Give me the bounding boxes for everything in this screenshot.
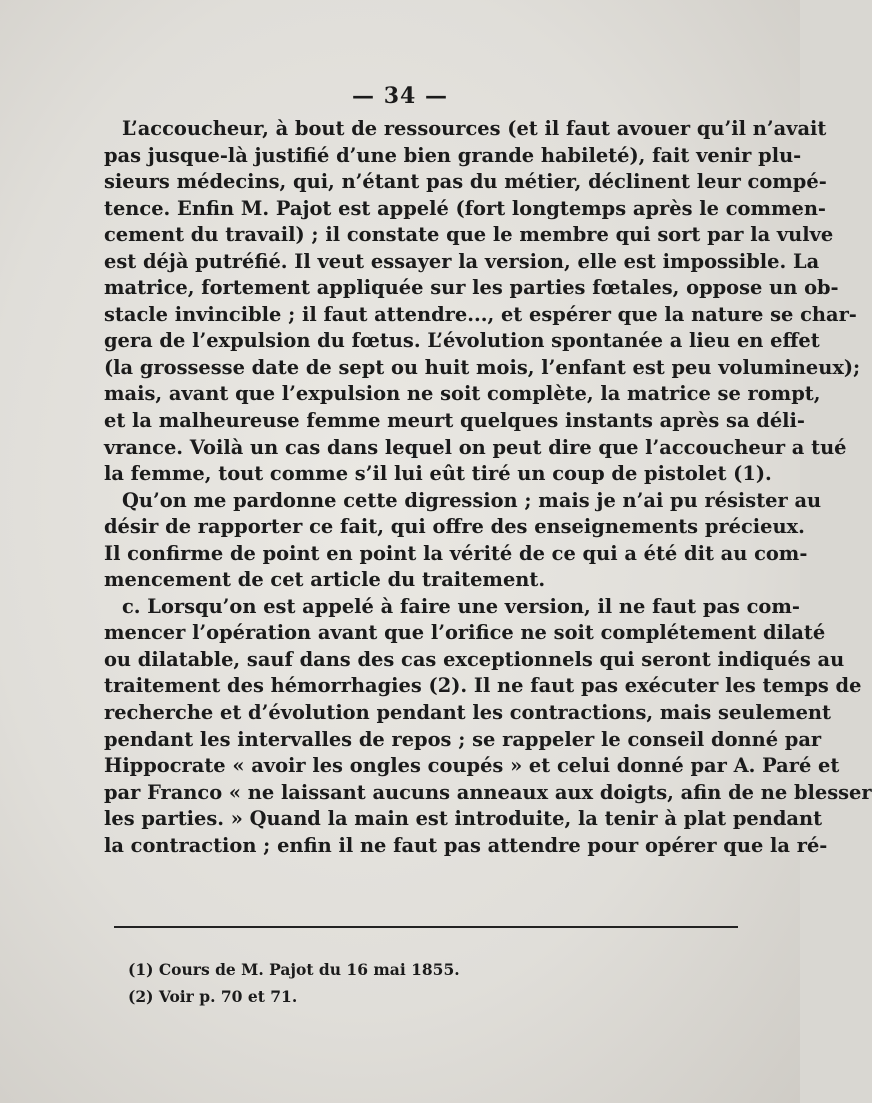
paragraph-1 (104, 116, 861, 488)
text-line: L’accoucheur, à bout de ressources (et il faut avouer qu’il n’avait (122, 117, 827, 140)
text-line: Hippocrate « avoir les ongles coupés » et celui donné par A. Paré et (104, 754, 840, 778)
text-line: la contraction ; enfin il ne faut pas attendre pour opérer que la ré- (104, 833, 828, 857)
footnote-1: (1) Cours de M. Pajot du 16 mai 1855. (128, 960, 460, 979)
text-line: mencement de cet article du traitement. (104, 568, 546, 592)
footnote-2: (2) Voir p. 70 et 71. (128, 987, 298, 1006)
text-line: Qu’on me pardonne cette digression ; mais je n’ai pu résister au (122, 488, 822, 512)
text-line: mais, avant que l’expulsion ne soit complète, la matrice se rompt, (104, 382, 821, 406)
text-line: recherche et d’évolution pendant les contractions, mais seulement (104, 701, 831, 725)
text-line: ou dilatable, sauf dans des cas exceptionnels qui seront indiqués au (104, 647, 845, 671)
text-line: pendant les intervalles de repos ; se rappeler le conseil donné par (104, 727, 822, 751)
paragraph-3 (104, 594, 872, 859)
footnote-separator (114, 926, 738, 928)
text-line: est déjà putréfié. Il veut essayer la version, elle est impossible. La (104, 249, 820, 273)
text-line: c. Lorsqu’on est appelé à faire une version, il ne faut pas com- (122, 594, 800, 618)
text-line: traitement des hémorrhagies (2). Il ne faut pas exécuter les temps de (104, 674, 862, 698)
text-line: pas jusque-là justifié d’une bien grande habileté), fait venir plu- (104, 143, 802, 167)
text-line: et la malheureuse femme meurt quelques instants après sa déli- (104, 409, 805, 433)
text-line: sieurs médecins, qui, n’étant pas du métier, déclinent leur compé- (104, 170, 827, 194)
text-line: la femme, tout comme s’il lui eût tiré un coup de pistolet (1). (104, 462, 772, 486)
body-text (104, 116, 872, 859)
text-line: matrice, fortement appliquée sur les parties fœtales, oppose un ob- (104, 276, 839, 300)
text-line: cement du travail) ; il constate que le membre qui sort par la vulve (104, 223, 834, 247)
text-line: tence. Enfin M. Pajot est appelé (fort longtemps après le commen- (104, 196, 826, 220)
paragraph-2 (104, 488, 822, 594)
text-line: désir de rapporter ce fait, qui offre des enseignements précieux. (104, 515, 805, 539)
text-line: vrance. Voilà un cas dans lequel on peut dire que l’accoucheur a tué (104, 435, 847, 459)
text-line: Il confirme de point en point la vérité de ce qui a été dit au com- (104, 541, 808, 565)
text-line: par Franco « ne laissant aucuns anneaux aux doigts, afin de ne blesser (104, 780, 872, 804)
page-number: — 34 — (352, 83, 448, 109)
text-line: les parties. » Quand la main est introduite, la tenir à plat pendant (104, 807, 823, 831)
text-line: (la grossesse date de sept ou huit mois, l’enfant est peu volumineux); (104, 355, 861, 379)
text-line: stacle invincible ; il faut attendre..., et espérer que la nature se char- (104, 302, 857, 326)
text-line: mencer l’opération avant que l’orifice ne soit complétement dilaté (104, 621, 826, 645)
footnotes (128, 956, 728, 1010)
text-line: gera de l’expulsion du fœtus. L’évolution spontanée a lieu en effet (104, 329, 820, 353)
